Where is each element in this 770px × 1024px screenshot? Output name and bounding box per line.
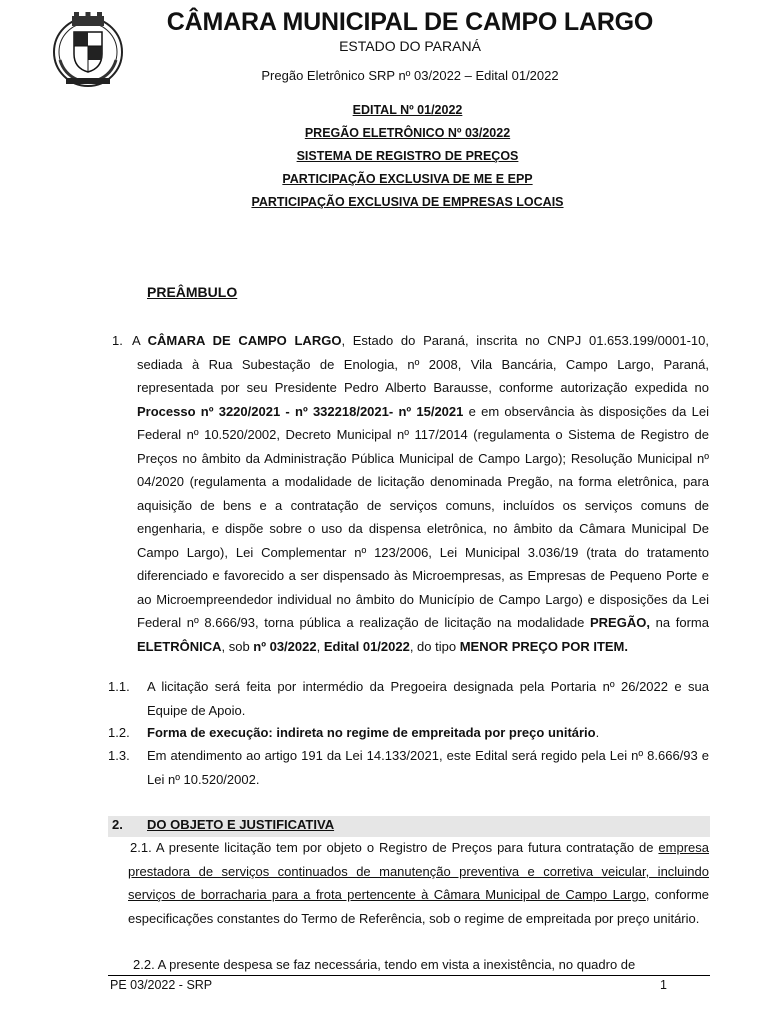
item-2-1-text: 2.1. A presente licitação tem por objeto o Registro de Preços para futura contratação de empresa prestadora de serviços continuados de manutenção preventiva e corretiva veicular, incluindo serviços de borracharia para a frota pertencente à Câmara Municipal de Campo Largo, conforme especificações constantes do Termo de Referência, sob o regime de empreitada por preço unitário.	[128, 840, 709, 926]
preambulo-heading: PREÂMBULO	[147, 284, 238, 300]
title-me-epp: PARTICIPAÇÃO EXCLUSIVA DE ME E EPP	[282, 172, 533, 186]
title-edital: EDITAL Nº 01/2022	[352, 103, 463, 117]
title-pregao: PREGÃO ELETRÔNICO Nº 03/2022	[304, 126, 511, 140]
section-2-number: 2.	[112, 817, 123, 832]
section-2-title: DO OBJETO E JUSTIFICATIVA	[147, 817, 335, 832]
item-1-number: 1.	[112, 333, 123, 348]
header-title: CÂMARA MUNICIPAL DE CAMPO LARGO	[166, 8, 654, 36]
title-empresas-locais: PARTICIPAÇÃO EXCLUSIVA DE EMPRESAS LOCAIS	[251, 195, 564, 209]
item-1-2-number: 1.2.	[108, 725, 130, 740]
item-1-3-text: Em atendimento ao artigo 191 da Lei 14.133/2021, este Edital será regido pela Lei nº 8.666/93 e Lei nº 10.520/2002.	[147, 748, 709, 787]
footer-reference: PE 03/2022 - SRP	[110, 978, 213, 992]
item-1-2-text: Forma de execução: indireta no regime de empreitada por preço unitário.	[147, 725, 600, 740]
item-2-2-text: 2.2. A presente despesa se faz necessária, tendo em vista a inexistência, no quadro de	[133, 957, 636, 972]
item-1-1-number: 1.1.	[108, 679, 130, 694]
title-srp: SISTEMA DE REGISTRO DE PREÇOS	[296, 149, 519, 163]
edital-titles	[100, 100, 715, 215]
header-reference: Pregão Eletrônico SRP nº 03/2022 – Edital 01/2022	[261, 68, 559, 83]
item-1-1-text: A licitação será feita por intermédio da Pregoeira designada pela Portaria nº 26/2022 e sua Equipe de Apoio.	[147, 679, 709, 718]
item-1-3-number: 1.3.	[108, 748, 130, 763]
coat-of-arms-logo	[48, 10, 128, 90]
section-2-heading-bar	[108, 816, 710, 837]
page-number: 1	[660, 978, 667, 992]
header-subtitle: ESTADO DO PARANÁ	[339, 38, 481, 54]
item-1-text: A CÂMARA DE CAMPO LARGO, Estado do Paraná, inscrita no CNPJ 01.653.199/0001-10, sediada à Rua Subestação de Enologia, nº 2008, Vila Bancária, Campo Largo, Paraná, representada por seu Presidente Pedro Alberto Barausse, conforme autorização expedida no Processo nº 3220/2021 - nº 332218/2021- nº 15/2021 e em observância às disposições da Lei Federal nº 10.520/2002, Decreto Municipal nº 117/2014 (regulamenta o Sistema de Registro de Preços no âmbito da Administração Pública Municipal de Campo Largo); Resolução Municipal nº 04/2020 (regulamenta a modalidade de licitação denominada Pregão, na forma eletrônica, para aquisição de bens e a contratação de serviços comuns, incluídos os serviços comuns de engenharia, e dispõe sobre o uso da dispensa eletrônica, no âmbito da Câmara Municipal De Campo Largo), Lei Complementar nº 123/2006, Lei Municipal 3.036/19 (trata do tratamento diferenciado e favorecido a ser dispensado às Microempresas, as Empresas de Pequeno Porte e ao Microempreendedor individual no âmbito do Município de Campo Largo) e disposições da Lei Federal nº 8.666/93, torna pública a realização de licitação na modalidade PREGÃO, na forma ELETRÔNICA, sob nº 03/2022, Edital 01/2022, do tipo MENOR PREÇO POR ITEM.	[132, 333, 709, 654]
footer-divider	[108, 975, 710, 976]
